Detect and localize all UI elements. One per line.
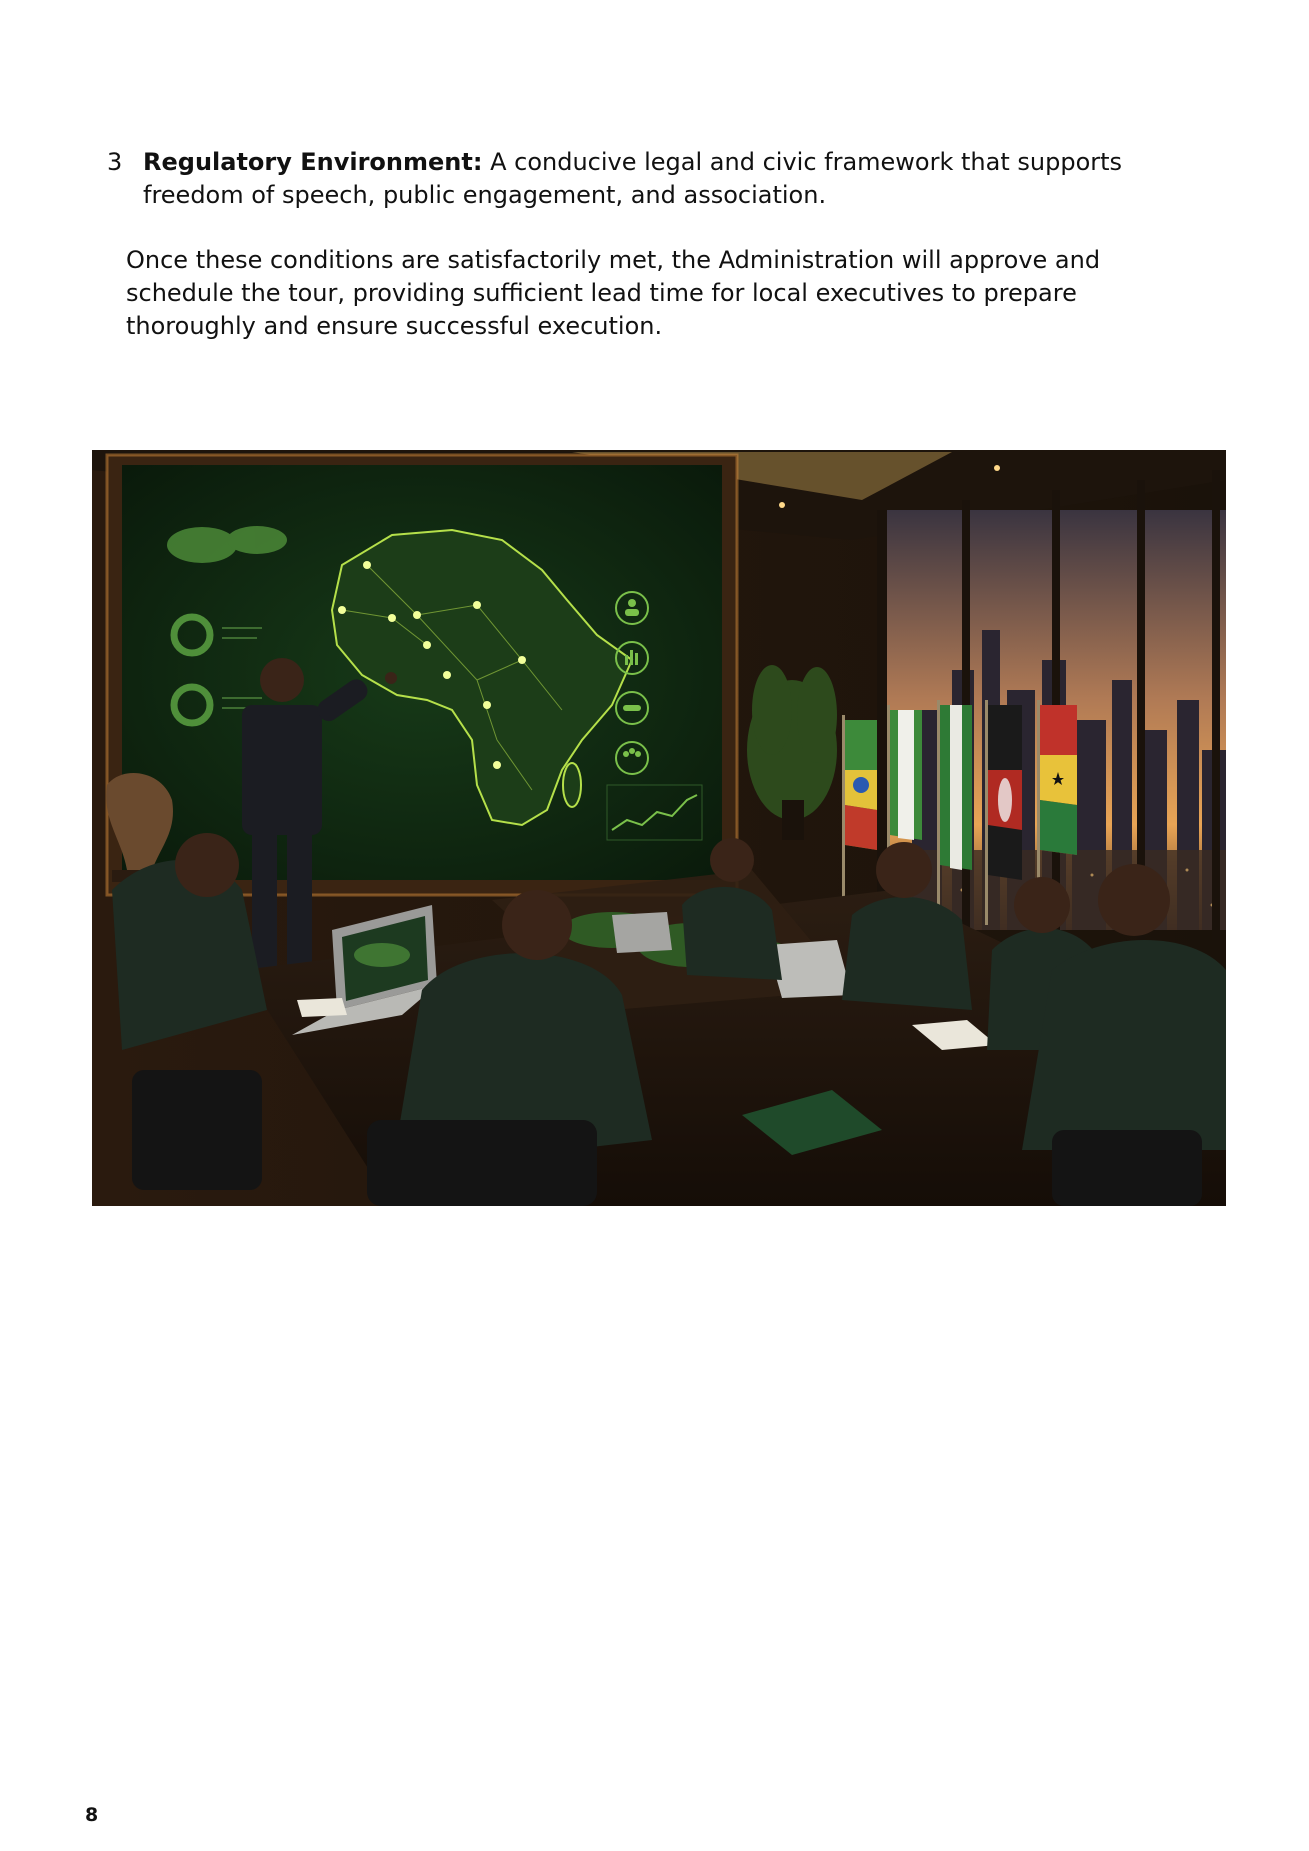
page-number: 8: [85, 1804, 99, 1826]
boardroom-illustration: [92, 450, 1226, 1206]
list-item-text: [143, 146, 1183, 212]
list-number: 3: [107, 148, 123, 176]
boardroom-image: [92, 450, 1226, 1206]
body-paragraph: Once these conditions are satisfactorily met, the Administration will approve and schedule the tour, providing sufficient lead time for local executives to prepare thoroughly and ensure successful execution.: [126, 246, 1101, 340]
list-item-term: Regulatory Environment:: [143, 148, 483, 176]
list-item-description: A conducive legal and civic framework that supports freedom of speech, public engagement, and association.: [143, 148, 1123, 209]
